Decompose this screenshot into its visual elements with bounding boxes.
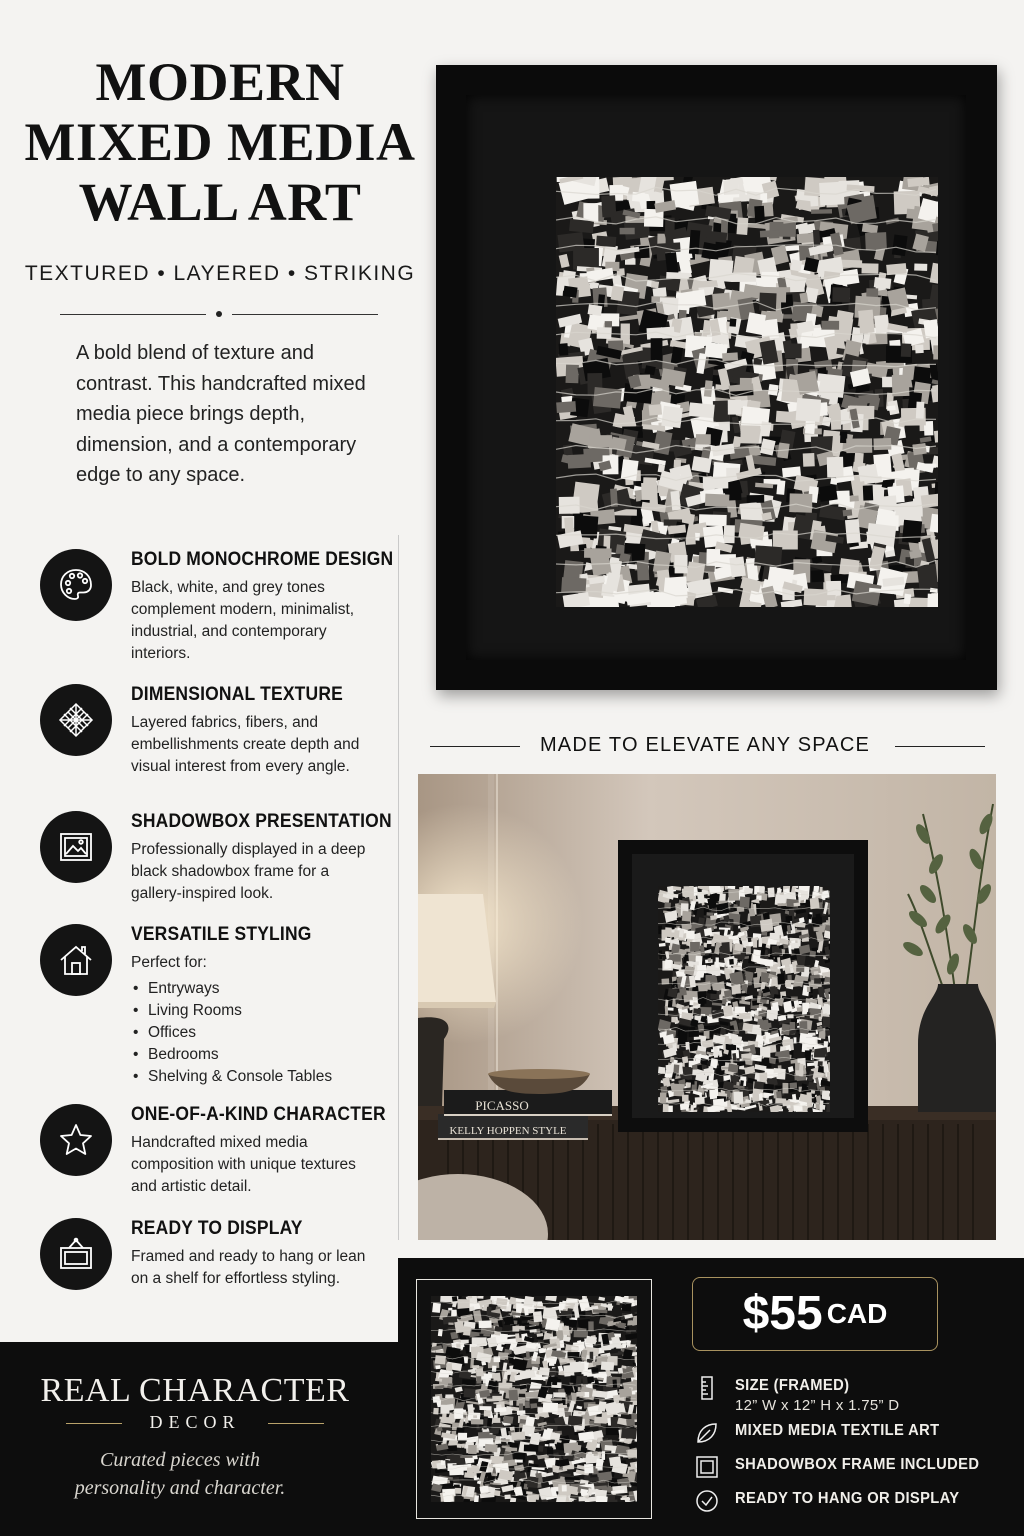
- shadowbox-mat: [466, 95, 966, 660]
- ornamental-divider: [60, 314, 378, 315]
- brand-tagline: [0, 1446, 360, 1502]
- spec-label: READY TO HANG OR DISPLAY: [735, 1490, 960, 1507]
- feature-description: Handcrafted mixed media composition with unique textures and artistic detail.: [131, 1134, 356, 1195]
- textile-artwork-small: [657, 881, 840, 1117]
- feature-title: VERSATILE STYLING: [131, 924, 312, 945]
- feature-title: DIMENSIONAL TEXTURE: [131, 684, 343, 705]
- brand-divider-right: [268, 1423, 324, 1424]
- palette-icon: [40, 549, 112, 621]
- section-heading-text: MADE TO ELEVATE ANY SPACE: [539, 734, 871, 756]
- brand-subtitle: DECOR: [149, 1412, 241, 1432]
- brand-tagline-line: personality and character.: [74, 1477, 286, 1499]
- list-item: • Bedrooms: [131, 1044, 381, 1066]
- feature-description: Professionally displayed in a deep black shadowbox frame for a gallery-inspired look.: [131, 841, 366, 902]
- title-line-2: MIXED MEDIA: [24, 112, 416, 172]
- textile-artwork-thumb: [431, 1296, 637, 1502]
- title-line-3: WALL ART: [78, 172, 362, 232]
- list-item: • Shelving & Console Tables: [131, 1066, 381, 1088]
- star-icon: [40, 1104, 112, 1176]
- price-currency: CAD: [826, 1298, 888, 1329]
- house-icon: [40, 924, 112, 996]
- brand-name: REAL CHARACTER: [40, 1372, 350, 1409]
- price-amount: $55: [742, 1287, 823, 1340]
- column-divider: [398, 535, 399, 1240]
- spec-label: SHADOWBOX FRAME INCLUDED: [735, 1456, 980, 1473]
- feature-list-intro: Perfect for:: [131, 954, 207, 971]
- feature-title: ONE-OF-A-KIND CHARACTER: [131, 1104, 386, 1125]
- artwork-thumbnail: [416, 1279, 652, 1519]
- feature-description: Layered fabrics, fibers, and embellishments create depth and visual interest from every angle.: [131, 714, 360, 775]
- page-title: [20, 52, 420, 232]
- price-badge: [692, 1277, 938, 1351]
- room-scene-image: [418, 774, 996, 1240]
- ruler-icon: [694, 1375, 720, 1401]
- book-title: PICASSO: [475, 1098, 529, 1113]
- square-frame-icon: [694, 1454, 720, 1480]
- feature-title: SHADOWBOX PRESENTATION: [131, 811, 392, 832]
- feature-title: BOLD MONOCHROME DESIGN: [131, 549, 394, 570]
- list-item: • Entryways: [131, 978, 381, 1000]
- feature-description: [131, 952, 381, 1088]
- spec-value: 12” W x 12” H x 1.75” D: [735, 1397, 900, 1414]
- section-heading: [430, 732, 985, 762]
- check-circle-icon: [694, 1488, 720, 1514]
- framed-artwork-image: [436, 65, 997, 690]
- feature-description: Black, white, and grey tones complement modern, minimalist, industrial, and contemporary interiors.: [131, 579, 355, 662]
- spec-label: SIZE (FRAMED): [735, 1377, 850, 1394]
- brand-tagline-line: Curated pieces with: [100, 1449, 260, 1471]
- texture-weave-icon: [40, 684, 112, 756]
- list-item: • Living Rooms: [131, 1000, 381, 1022]
- product-info-panel: [398, 1258, 1024, 1536]
- book-title: KELLY HOPPEN STYLE: [449, 1125, 567, 1137]
- intro-paragraph: A bold blend of texture and contrast. This handcrafted mixed media piece brings depth, dimension, and a contemporary edge to any space.: [76, 342, 366, 486]
- feature-title: READY TO DISPLAY: [131, 1218, 303, 1239]
- room-list: [131, 978, 381, 1088]
- picture-frame-icon: [40, 811, 112, 883]
- feature-description: Framed and ready to hang or lean on a shelf for effortless styling.: [131, 1248, 366, 1287]
- list-item: • Offices: [131, 1022, 381, 1044]
- hanging-frame-icon: [40, 1218, 112, 1290]
- textile-artwork: [556, 177, 938, 607]
- title-line-1: MODERN: [95, 52, 345, 112]
- brand-block: [0, 1342, 398, 1536]
- spec-label: MIXED MEDIA TEXTILE ART: [735, 1422, 940, 1439]
- tagline: TEXTURED • LAYERED • STRIKING: [24, 262, 416, 285]
- leaf-icon: [694, 1420, 720, 1446]
